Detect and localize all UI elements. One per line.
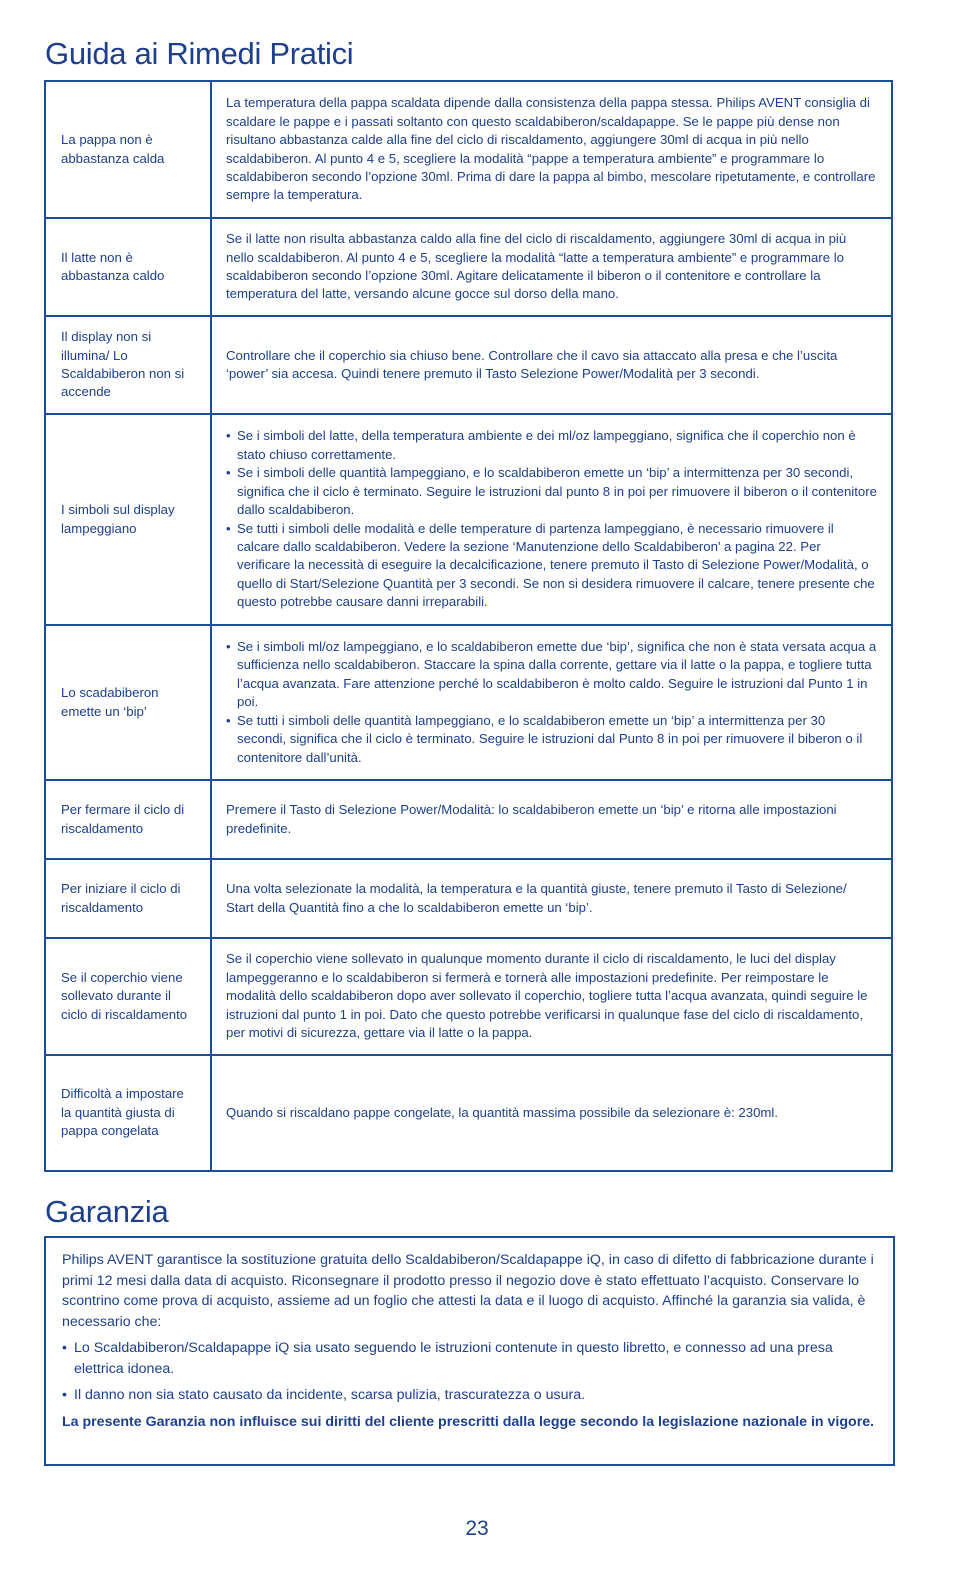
table-row (45, 1055, 892, 1171)
table-row (45, 316, 892, 414)
list-item: • Se tutti i simboli delle modalità e delle temperature di partenza lampeggiano, è necessario rimuovere il calcare dallo scaldabiberon. Vedere la sezione ‘Manutenzione dello Scaldabiberon’ a pagina 22. Per verificare la necessità di eseguire la decalcificazione, tenere premuto il Tasto di Selezione Power/Modalità, o quello di Start/Selezione Quantità per 3 secondi. Se non si desidera rimuovere il calcare, tenere presente che questo potrebbe causare danni irreparabili. (226, 520, 877, 612)
row-label: Per iniziare il ciclo di riscaldamento (45, 859, 211, 938)
table-row (45, 859, 892, 938)
row-label: Lo scadabiberon emette un ‘bip’ (45, 625, 211, 780)
table-row (45, 938, 892, 1055)
warranty-note: La presente Garanzia non influisce sui diritti del cliente prescritti dalla legge secondo la legislazione nazionale in vigore. (62, 1413, 875, 1430)
row-text: Premere il Tasto di Selezione Power/Modalità: lo scaldabiberon emette un ‘bip’ e ritorna alle impostazioni predefinite. (211, 780, 892, 859)
row-label: Se il coperchio viene sollevato durante il ciclo di riscaldamento (45, 938, 211, 1055)
warranty-box (44, 1236, 895, 1466)
row-text: Quando si riscaldano pappe congelate, la quantità massima possibile da selezionare è: 230ml. (211, 1055, 892, 1171)
row-text: Una volta selezionate la modalità, la temperatura e la quantità giuste, tenere premuto il Tasto di Selezione/ Start della Quantità fino a che lo scaldabiberon emette un ‘bip’. (211, 859, 892, 938)
row-text: La temperatura della pappa scaldata dipende dalla consistenza della pappa stessa. Philips AVENT consiglia di scaldare le pappe e i passati soltanto con questo scaldabiberon/scaldapappe. Se le pappe più dense non risultano abbastanza calde alla fine del ciclo di riscaldamento, aggiungere 30ml di acqua in più nello scaldabiberon. Al punto 4 e 5, scegliere la modalità “pappe a temperatura ambiente” e programmare lo scaldabiberon secondo l’opzione 30ml. Prima di dare la pappa al bimbo, mescolare ripetutamente, e controllare sempre la temperatura. (211, 81, 892, 218)
warranty-intro: Philips AVENT garantisce la sostituzione gratuita dello Scaldabiberon/Scaldapappe iQ, in caso di difetto di fabbricazione durante i primi 12 mesi dalla data di acquisto. Riconsegnare il prodotto presso il negozio dove è stato effettuato l’acquisto. Conservare lo scontrino come prova di acquisto, assieme ad un foglio che attesti la data e il luogo di acquisto. Affinché la garanzia sia valida, è necessario che: (62, 1252, 874, 1330)
list-item: • Se i simboli del latte, della temperatura ambiente e dei ml/oz lampeggiano, significa che il coperchio non è stato chiuso correttamente. (226, 427, 877, 464)
row-label: Per fermare il ciclo di riscaldamento (45, 780, 211, 859)
warranty-conditions (62, 1338, 877, 1406)
list-item: • Lo Scaldabiberon/Scaldapappe iQ sia usato seguendo le istruzioni contenute in questo libretto, e connesso ad una presa elettrica idonea. (62, 1338, 877, 1379)
row-label: I simboli sul display lampeggiano (45, 414, 211, 625)
table-row (45, 218, 892, 316)
table-row (45, 414, 892, 625)
page-title: Guida ai Rimedi Pratici (45, 36, 354, 71)
page-number: 23 (465, 1517, 489, 1540)
list-item: • Se tutti i simboli delle quantità lampeggiano, e lo scaldabiberon emette un ‘bip’ a intermittenza per 30 secondi, significa che il ciclo è terminato. Seguire le istruzioni dal Punto 8 in poi per rimuovere il biberon o il contenitore dall’unità. (226, 712, 877, 767)
row-label: La pappa non è abbastanza calda (45, 81, 211, 218)
row-label: Il display non si illumina/ Lo Scaldabiberon non si accende (45, 316, 211, 414)
table-row (45, 625, 892, 780)
row-label: Difficoltà a impostare la quantità giusta di pappa congelata (45, 1055, 211, 1171)
row-label: Il latte non è abbastanza caldo (45, 218, 211, 316)
troubleshooting-table (44, 80, 893, 1172)
warranty-title: Garanzia (45, 1194, 169, 1229)
list-item: • Il danno non sia stato causato da incidente, scarsa pulizia, trascuratezza o usura. (62, 1385, 877, 1406)
list-item: • Se i simboli ml/oz lampeggiano, e lo scaldabiberon emette due ‘bip’, significa che non è stata versata acqua a sufficienza nello scaldabiberon. Staccare la spina dalla corrente, gettare via il latte o la pappa, e togliere tutta l’acqua avanzata. Fare attenzione perché lo scaldabiberon è molto caldo. Seguire le istruzioni dal Punto 1 in poi. (226, 638, 877, 712)
row-text: Se il latte non risulta abbastanza caldo alla fine del ciclo di riscaldamento, aggiungere 30ml di acqua in più nello scaldabiberon. Al punto 4 e 5, scegliere la modalità “latte a temperatura ambiente” e programmare lo scaldabiberon secondo l’opzione 30ml. Agitare delicatamente il biberon o il contenitore e controllare la temperatura del latte, versando alcune gocce sul dorso della mano. (211, 218, 892, 316)
table-row (45, 780, 892, 859)
row-text: Se il coperchio viene sollevato in qualunque momento durante il ciclo di riscaldamento, le luci del display lampeggeranno e lo scaldabiberon si fermerà e tornerà alle impostazioni predefinite. Per reimpostare le modalità dello scaldabiberon dopo aver sollevato il coperchio, togliere tutta l’acqua avanzata, quindi seguire le istruzioni dal punto 1 in poi. Dato che questo potrebbe verificarsi in qualunque fase del ciclo di riscaldamento, per motivi di sicurezza, gettare via il latte o la pappa. (211, 938, 892, 1055)
row-bullets (211, 414, 892, 625)
row-text: Controllare che il coperchio sia chiuso bene. Controllare che il cavo sia attaccato alla presa e che l’uscita ‘power’ sia accesa. Quindi tenere premuto il Tasto Selezione Power/Modalità per 3 secondi. (211, 316, 892, 414)
row-bullets (211, 625, 892, 780)
table-row (45, 81, 892, 218)
list-item: • Se i simboli delle quantità lampeggiano, e lo scaldabiberon emette un ‘bip’ a intermittenza per 30 secondi, significa che il ciclo è terminato. Seguire le istruzioni dal punto 8 in poi per rimuovere il biberon o il contenitore dallo scaldabiberon. (226, 464, 877, 519)
